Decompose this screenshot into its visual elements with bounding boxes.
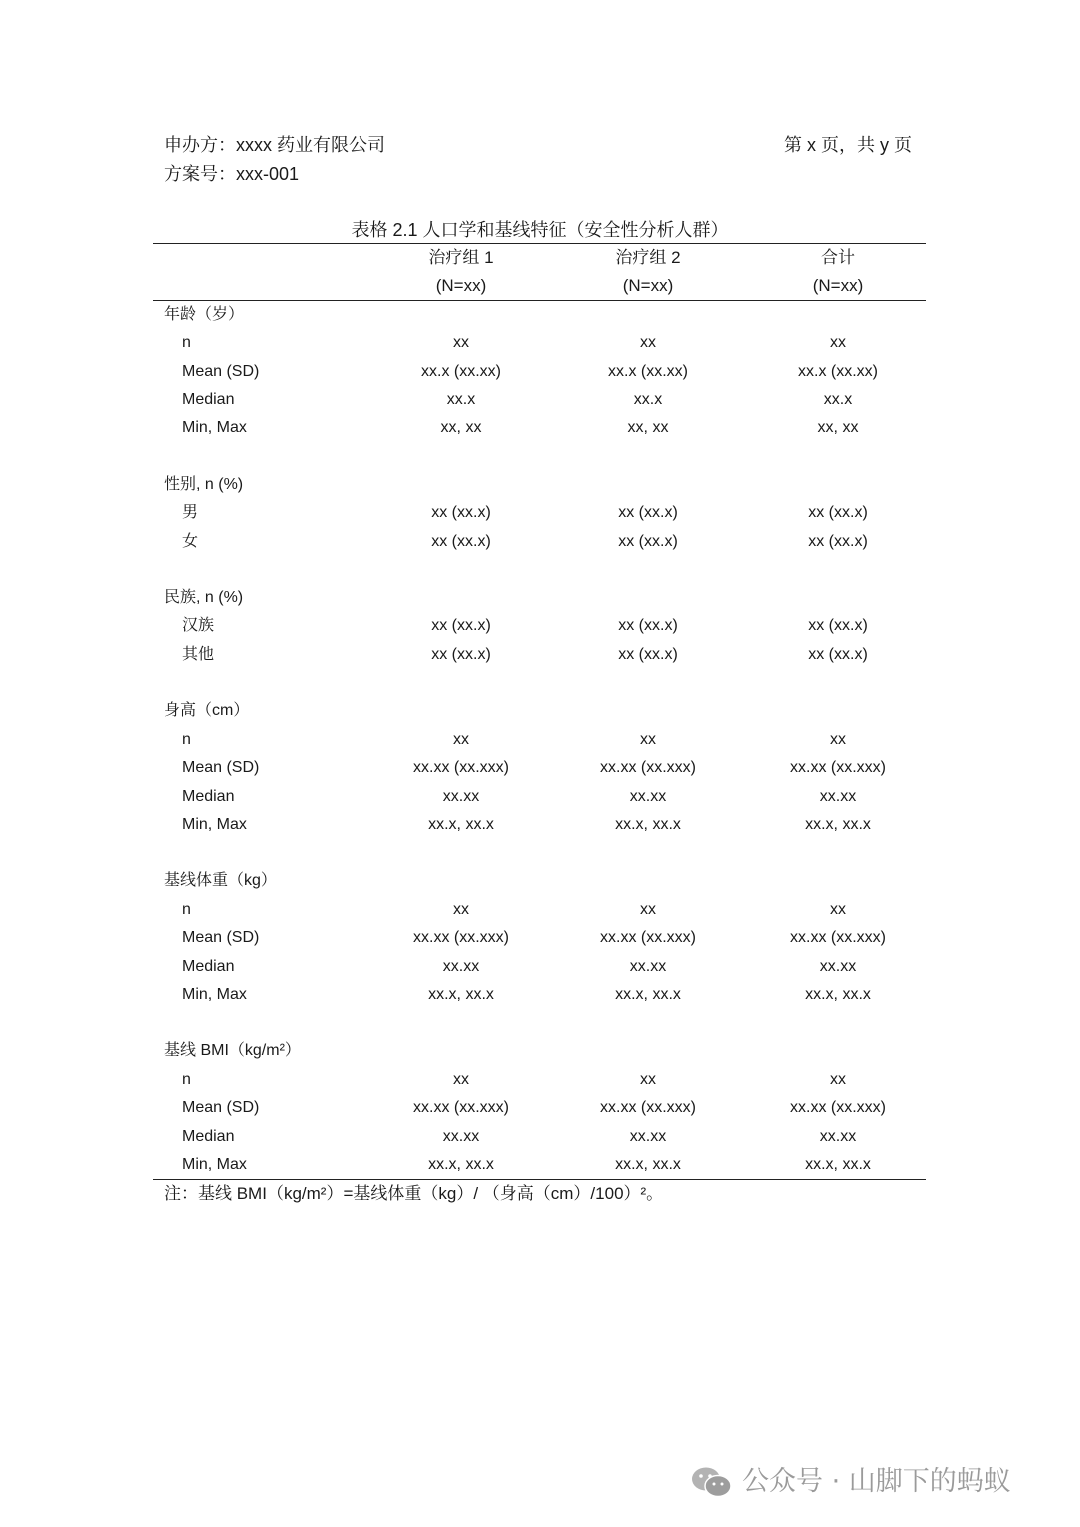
cell-total: xx.xx <box>819 957 857 975</box>
section-title: 基线 BMI（kg/m²） <box>164 1042 301 1060</box>
section-title-empty-cell <box>369 584 553 612</box>
section-title: 身高（cm） <box>164 702 250 720</box>
section-title-row <box>153 301 933 329</box>
row-label: 汉族 <box>182 617 215 635</box>
table-row <box>153 1123 933 1151</box>
column-header-total: 合计 <box>821 248 855 267</box>
spacer-cell <box>369 556 553 584</box>
cell-group-1: xx.x, xx.x <box>428 1155 494 1173</box>
spacer-cell <box>553 839 743 867</box>
spacer-cell <box>743 443 933 471</box>
cell-group-1: xx <box>453 730 469 748</box>
cell-group-2: xx.xx (xx.xxx) <box>600 929 696 947</box>
column-count-group-2: (N=xx) <box>622 276 674 296</box>
cell-group-1: xx.xx <box>442 787 480 805</box>
spacer-cell <box>553 1009 743 1037</box>
cell-group-2: xx, xx <box>627 419 669 437</box>
cell-group-2: xx.xx (xx.xxx) <box>600 759 696 777</box>
cell-group-1: xx.xx (xx.xxx) <box>413 929 509 947</box>
cell-group-2: xx.xx (xx.xxx) <box>600 1099 696 1117</box>
spacer-cell <box>153 1009 369 1037</box>
row-label: 男 <box>182 504 199 522</box>
cell-group-1: xx.x, xx.x <box>428 815 494 833</box>
spacer-cell <box>153 556 369 584</box>
row-label: Mean (SD) <box>182 362 260 380</box>
section-title: 性别, n (%) <box>164 475 244 493</box>
spacer-cell <box>553 443 743 471</box>
demographics-table <box>153 244 933 1179</box>
table-row <box>153 358 933 386</box>
cell-group-2: xx <box>640 1070 656 1088</box>
cell-group-1: xx <box>453 1070 469 1088</box>
cell-total: xx.xx <box>819 1127 857 1145</box>
table-row <box>153 528 933 556</box>
section-title-empty-cell <box>553 584 743 612</box>
table-footnote: 注：基线 BMI（kg/m²）=基线体重（kg）/ （身高（cm）/100）²。 <box>164 1184 664 1203</box>
cell-total: xx (xx.x) <box>808 504 868 522</box>
cell-group-2: xx.x (xx.xx) <box>608 362 688 380</box>
spacer-row <box>153 1009 933 1037</box>
section-title-empty-cell <box>553 697 743 725</box>
table-row <box>153 811 933 839</box>
section-title-empty-cell <box>369 301 553 329</box>
page-number: 第 x 页，共 y 页 <box>783 135 912 155</box>
row-label: Min, Max <box>182 1155 247 1173</box>
column-header-group-2: 治疗组 2 <box>615 248 681 267</box>
cell-total: xx.xx (xx.xxx) <box>790 929 886 947</box>
cell-group-2: xx <box>640 900 656 918</box>
cell-total: xx.x <box>823 391 853 409</box>
column-header-blank <box>153 244 369 272</box>
cell-group-1: xx (xx.x) <box>431 532 491 550</box>
row-label: n <box>182 900 191 918</box>
row-label: Mean (SD) <box>182 929 260 947</box>
spacer-cell <box>553 556 743 584</box>
row-label: Mean (SD) <box>182 1099 260 1117</box>
section-title-empty-cell <box>369 867 553 895</box>
cell-group-1: xx <box>453 900 469 918</box>
spacer-cell <box>743 839 933 867</box>
spacer-cell <box>553 669 743 697</box>
spacer-cell <box>743 556 933 584</box>
row-label: Median <box>182 787 235 805</box>
spacer-cell <box>153 839 369 867</box>
column-count-group-1: (N=xx) <box>435 276 487 296</box>
table-row <box>153 726 933 754</box>
cell-total: xx <box>830 900 846 918</box>
section-title-empty-cell <box>553 867 743 895</box>
cell-total: xx, xx <box>817 419 859 437</box>
table-row <box>153 1151 933 1179</box>
cell-total: xx <box>830 730 846 748</box>
cell-group-1: xx.xx <box>442 957 480 975</box>
section-title-empty-cell <box>553 301 743 329</box>
section-title-row <box>153 584 933 612</box>
cell-group-2: xx.x, xx.x <box>615 985 681 1003</box>
cell-group-2: xx (xx.x) <box>618 504 678 522</box>
table-row <box>153 924 933 952</box>
cell-total: xx.xx (xx.xxx) <box>790 1099 886 1117</box>
spacer-cell <box>743 669 933 697</box>
cell-group-1: xx (xx.x) <box>431 645 491 663</box>
cell-group-2: xx.x <box>633 391 663 409</box>
watermark <box>690 1462 1011 1502</box>
section-title-row <box>153 867 933 895</box>
sponsor-label: 申办方：xxxx 药业有限公司 <box>164 135 385 155</box>
row-label: 其他 <box>182 645 215 663</box>
row-label: 女 <box>182 532 199 550</box>
section-title: 年龄（岁） <box>164 305 245 323</box>
cell-group-2: xx <box>640 730 656 748</box>
cell-group-2: xx.xx <box>629 957 667 975</box>
cell-group-2: xx (xx.x) <box>618 532 678 550</box>
cell-total: xx.x, xx.x <box>805 985 871 1003</box>
table-row <box>153 612 933 640</box>
table-row <box>153 953 933 981</box>
column-header-row <box>153 244 933 272</box>
protocol-number: 方案号：xxx-001 <box>164 164 300 184</box>
section-title-empty-cell <box>369 471 553 499</box>
table-row <box>153 1094 933 1122</box>
spacer-row <box>153 839 933 867</box>
cell-group-2: xx.xx <box>629 787 667 805</box>
column-count-total: (N=xx) <box>812 276 864 296</box>
section-title-empty-cell <box>743 867 933 895</box>
spacer-cell <box>153 443 369 471</box>
table-row <box>153 641 933 669</box>
spacer-row <box>153 556 933 584</box>
row-label: Mean (SD) <box>182 759 260 777</box>
table-row <box>153 783 933 811</box>
table-row <box>153 386 933 414</box>
cell-group-1: xx <box>453 334 469 352</box>
cell-group-2: xx.x, xx.x <box>615 1155 681 1173</box>
section-title-empty-cell <box>553 471 743 499</box>
section-title-empty-cell <box>743 697 933 725</box>
spacer-cell <box>369 669 553 697</box>
table-row <box>153 754 933 782</box>
table-row <box>153 414 933 442</box>
cell-total: xx <box>830 1070 846 1088</box>
row-label: n <box>182 1070 191 1088</box>
cell-group-1: xx.x, xx.x <box>428 985 494 1003</box>
table-row <box>153 896 933 924</box>
section-title: 基线体重（kg） <box>164 872 277 890</box>
spacer-cell <box>369 443 553 471</box>
cell-total: xx (xx.x) <box>808 617 868 635</box>
spacer-cell <box>369 1009 553 1037</box>
row-label: Median <box>182 391 235 409</box>
cell-group-1: xx.x <box>446 391 476 409</box>
cell-total: xx (xx.x) <box>808 532 868 550</box>
section-title-empty-cell <box>743 584 933 612</box>
cell-total: xx <box>830 334 846 352</box>
section-title-row <box>153 471 933 499</box>
spacer-cell <box>743 1009 933 1037</box>
cell-group-2: xx (xx.x) <box>618 645 678 663</box>
row-label: Min, Max <box>182 419 247 437</box>
table-caption: 表格 2.1 人口学和基线特征（安全性分析人群） <box>351 220 729 240</box>
row-label: n <box>182 730 191 748</box>
cell-group-1: xx, xx <box>440 419 482 437</box>
cell-group-2: xx.xx <box>629 1127 667 1145</box>
section-title-empty-cell <box>743 471 933 499</box>
cell-group-1: xx.xx <box>442 1127 480 1145</box>
watermark-text: 公众号 · 山脚下的蚂蚁 <box>742 1466 1011 1497</box>
table-row <box>153 329 933 357</box>
wechat-icon <box>690 1464 734 1500</box>
column-count-blank <box>153 272 369 300</box>
spacer-cell <box>153 669 369 697</box>
cell-total: xx.x (xx.xx) <box>798 362 878 380</box>
cell-group-1: xx (xx.x) <box>431 617 491 635</box>
cell-group-1: xx.x (xx.xx) <box>421 362 501 380</box>
spacer-cell <box>369 839 553 867</box>
cell-group-2: xx.x, xx.x <box>615 815 681 833</box>
section-title-empty-cell <box>369 1037 553 1065</box>
row-label: Min, Max <box>182 815 247 833</box>
cell-total: xx.x, xx.x <box>805 815 871 833</box>
cell-group-2: xx <box>640 334 656 352</box>
row-label: Median <box>182 957 235 975</box>
section-title-row <box>153 1037 933 1065</box>
cell-group-1: xx.xx (xx.xxx) <box>413 759 509 777</box>
cell-group-1: xx.xx (xx.xxx) <box>413 1099 509 1117</box>
column-count-row <box>153 272 933 300</box>
row-label: n <box>182 334 191 352</box>
spacer-row <box>153 669 933 697</box>
cell-total: xx (xx.x) <box>808 645 868 663</box>
table-row <box>153 981 933 1009</box>
table-row <box>153 499 933 527</box>
section-title-empty-cell <box>743 301 933 329</box>
column-header-group-1: 治疗组 1 <box>428 248 494 267</box>
section-title-empty-cell <box>553 1037 743 1065</box>
row-label: Min, Max <box>182 985 247 1003</box>
section-title-empty-cell <box>369 697 553 725</box>
cell-total: xx.xx (xx.xxx) <box>790 759 886 777</box>
spacer-row <box>153 443 933 471</box>
section-title-row <box>153 697 933 725</box>
cell-group-2: xx (xx.x) <box>618 617 678 635</box>
cell-group-1: xx (xx.x) <box>431 504 491 522</box>
table-row <box>153 1066 933 1094</box>
cell-total: xx.xx <box>819 787 857 805</box>
cell-total: xx.x, xx.x <box>805 1155 871 1173</box>
row-label: Median <box>182 1127 235 1145</box>
section-title: 民族, n (%) <box>164 589 244 607</box>
section-title-empty-cell <box>743 1037 933 1065</box>
